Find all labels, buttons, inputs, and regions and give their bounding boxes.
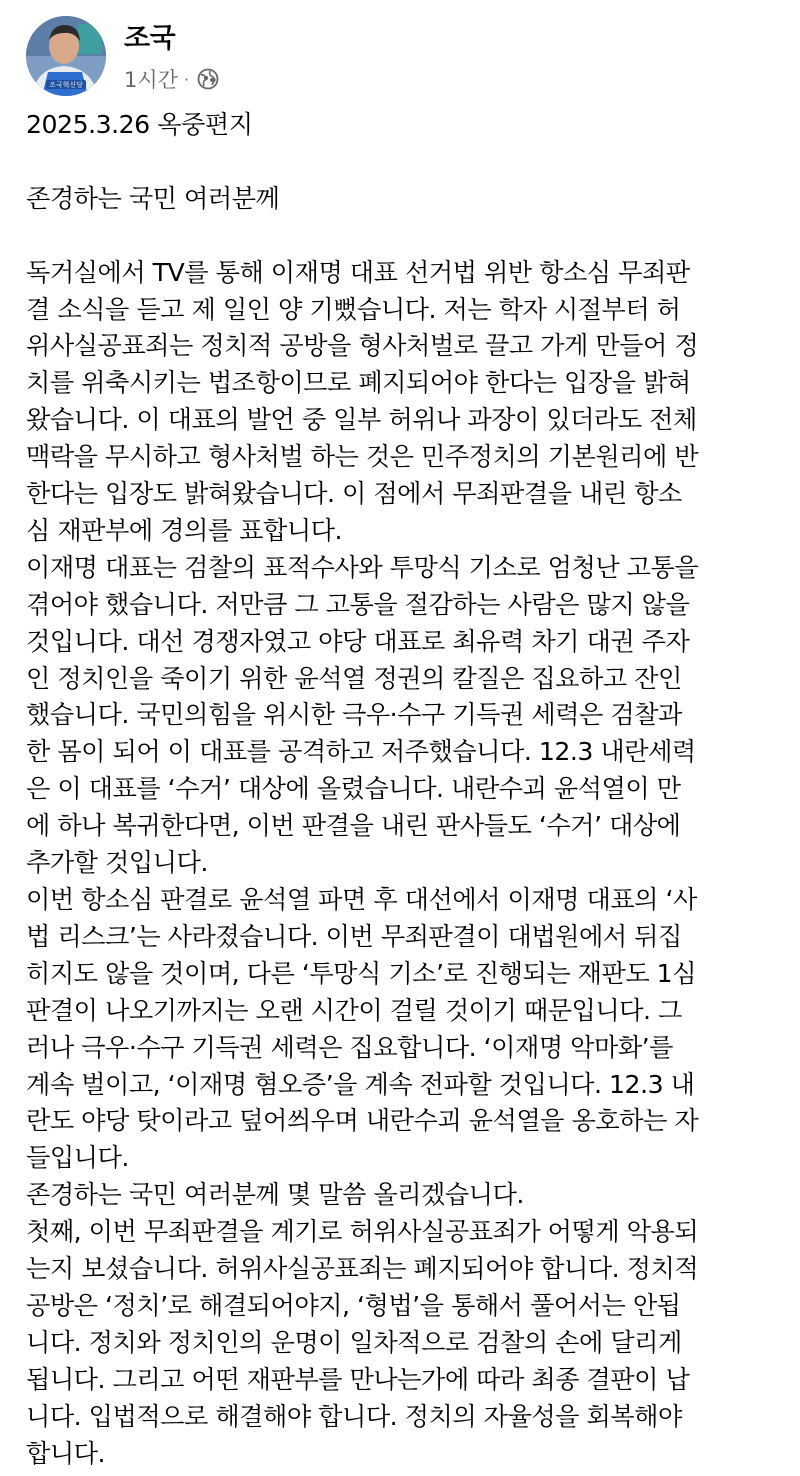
globe-icon[interactable] xyxy=(197,68,219,90)
avatar-photo xyxy=(26,16,106,96)
post-meta xyxy=(124,64,219,94)
post-timestamp[interactable]: 1시간 xyxy=(124,68,178,92)
post-header xyxy=(26,16,786,100)
meta-separator: · xyxy=(183,69,190,89)
post-paragraph-2: 이재명 대표는 검찰의 표적수사와 투망식 기소로 엄청난 고통을 겪어야 했습니다. 저만큼 그 고통을 절감하는 사람은 많지 않을 것입니다. 대선 경쟁자였고 야당 대표로 최유력 차기 대권 주자 인 정치인을 죽이기 위한 윤석열 정권의 칼질은 집요하고 잔인 했습니다. 국민의힘을 위시한 극우·수구 기득권 세력은 검찰과 한 몸이 되어 이 대표를 공격하고 저주했습니다. 12.3 내란세력 은 이 대표를 ‘수거’ 대상에 올렸습니다. 내란수괴 윤석열이 만 에 하나 복귀한다면, 이번 판결을 내린 판사들도 ‘수거’ 대상에 추가할 것입니다. xyxy=(26,552,699,878)
post-paragraph-3: 이번 항소심 판결로 윤석열 파면 후 대선에서 이재명 대표의 ‘사 법 리스크’는 사라졌습니다. 이번 무죄판결이 대법원에서 뒤집 히지도 않을 것이며, 다른 ‘투망식 기소’로 진행되는 재판도 1심 판결이 나오기까지는 오랜 시간이 걸릴 것이기 때문입니다. 그 러나 극우·수구 기득권 세력은 집요합니다. ‘이재명 악마화’를 계속 벌이고, ‘이재명 혐오증’을 계속 전파할 것입니다. 12.3 내 란도 야당 탓이라고 덮어씌우며 내란수괴 윤석열을 옹호하는 자 들입니다. xyxy=(26,885,699,1173)
post-date-line: 2025.3.26 옥중편지 xyxy=(26,110,253,139)
post-salutation: 존경하는 국민 여러분께 xyxy=(26,183,280,213)
post-paragraph-1: 독거실에서 TV를 통해 이재명 대표 선거법 위반 항소심 무죄판 결 소식을 듣고 제 일인 양 기뻤습니다. 저는 학자 시절부터 허 위사실공표죄는 정치적 공방을 형사처벌로 끌고 가게 만들어 정 치를 위축시키는 법조항이므로 폐지되어야 한다는 입장을 밝혀 왔습니다. 이 대표의 발언 중 일부 허위나 과장이 있더라도 전체 맥락을 무시하고 형사처벌 하는 것은 민주정치의 기본원리에 반 한다는 입장도 밝혀왔습니다. 이 점에서 무죄판결을 내린 항소 심 재판부에 경의를 표합니다. xyxy=(26,257,699,545)
paragraph-gap xyxy=(26,144,790,181)
avatar[interactable] xyxy=(26,16,106,96)
post-body xyxy=(26,107,790,1473)
author-name[interactable]: 조국 xyxy=(124,23,176,54)
avatar-badge-text: 조국혁신당 xyxy=(49,81,83,89)
post-paragraph-4: 존경하는 국민 여러분께 몇 말씀 올리겠습니다. xyxy=(26,1180,524,1210)
paragraph-gap xyxy=(26,218,790,255)
post-paragraph-5: 첫째, 이번 무죄판결을 계기로 허위사실공표죄가 어떻게 악용되 는지 보셨습니다. 허위사실공표죄는 폐지되어야 합니다. 정치적 공방은 ‘정치’로 해결되어야지, ‘형법’을 통해서 풀어서는 안됩 니다. 정치와 정치인의 운명이 일차적으로 검찰의 손에 달리게 됩니다. 그리고 어떤 재판부를 만나는가에 따라 최종 결판이 납 니다. 입법적으로 해결해야 합니다. 정치의 자율성을 회복해야 합니다. xyxy=(26,1217,699,1468)
